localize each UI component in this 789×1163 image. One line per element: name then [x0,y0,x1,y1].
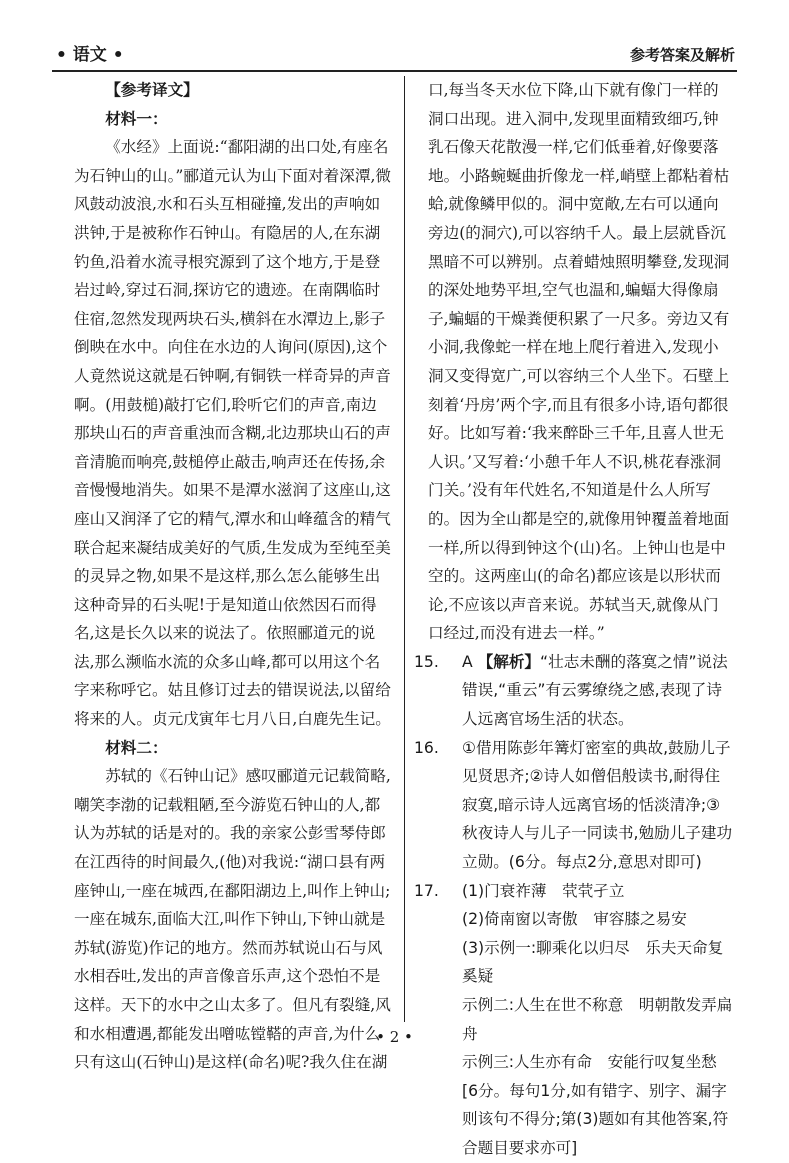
subject-label: • 语文 • [56,45,124,65]
answer-line: (3)示例一:聊乘化以归尽 乐夫天命复奚疑 [462,938,724,986]
question-15 [414,648,734,734]
question-17 [414,877,734,1163]
question-number: 16. [414,738,439,757]
answer-line: (2)倚南窗以寄傲 审容膝之易安 [462,910,687,929]
analysis-text: “壮志未酬的落寞之情”说法错误,“重云”有云雾缭绕之感,表现了诗人远离官场生活的状态。 [462,652,728,729]
header-title: 参考答案及解析 [629,46,735,64]
left-column [74,76,392,1077]
right-column [414,76,734,1163]
question-16 [414,734,734,877]
answer-line: 示例三:人生亦有命 安能行叹复坐愁 [462,1053,717,1072]
material2-title: 材料二： [105,738,168,757]
answer-line: 示例二:人生在世不称意 明朝散发弄扁舟 [462,996,733,1043]
scoring-note: [6分。每句1分,如有错字、别字、漏字则该句不得分;第(3)题如有其他答案,符合题目要求亦可] [462,1081,729,1157]
answer-letter: A [462,652,473,671]
continued-translation: 口,每当冬天水位下降,山下就有像门一样的洞口出现。进入洞中,发现里面精致细巧,钟乳石像天花散漫一样,它们低垂着,好像要落地。小路蜿蜒曲折像龙一样,峭壁上都粘着枯蛤,就像鳞甲似的。洞中宽敞,左右可以通向旁边(的洞穴),可以容纳千人。最上层就昏沉黑暗不可以辨别。点着蜡烛照明攀登,发现洞的深处地势平坦,空气也温和,蝙蝠大得像扇子,蝙蝠的干燥粪便积累了一尺多。旁边又有小洞,我像蛇一样在地上爬行着进入,发现小洞又变得宽广,可以容纳三个人坐下。石壁上刻着‘丹房’两个字,而且有很多小诗,语句都很好。比如写着:‘我来醉卧三千年,且喜人世无人识。’又写着:‘小憩千年人不识,桃花春涨洞门关。’没有年代姓名,不知道是什么人所写的。因为全山都是空的,就像用钟覆盖着地面一样,所以得到钟这个(山)名。上钟山也是中空的。这两座山(的命名)都应该是以形状而论,不应该以声音来说。苏轼当天,就像从门口经过,而没有进去一样。” [428,81,730,643]
page-header [52,26,737,65]
analysis-tag: 【解析】 [477,652,541,671]
question-15-body [462,648,734,734]
section-title: 【参考译文】 [105,81,199,99]
column-divider [404,76,405,1022]
question-number: 15. [414,652,439,671]
question-16-text: ①借用陈彭年篝灯密室的典故,鼓励儿子见贤思齐;②诗人如僧侣般读书,耐得住寂寞,暗示诗人远离官场的恬淡清净;③秋夜诗人与儿子一同读书,勉励儿子建功立勋。(6分。每点2分,意思对即可) [462,738,733,872]
header-rule [52,70,737,72]
page-number: • 2 • [376,1028,413,1046]
material2-text: 苏轼的《石钟山记》感叹郦道元记载简略,嘲笑李渤的记载粗陋,至今游览石钟山的人,都认为苏轼的话是对的。我的亲家公彭雪琴侍郎在江西待的时间最久,(他)对我说:“湖口县有两座钟山,一座在城西,在鄱阳湖边上,叫作上钟山;一座在城东,面临大江,叫作下钟山,下钟山就是苏轼(游览)作记的地方。然而苏轼说山石与风水相吞吐,发出的声音像音乐声,这个恐怕不是这样。天下的水中之山太多了。但凡有裂缝,风和水相遭遇,都能发出噌吰镗鞳的声音,为什么只有这山(石钟山)是这样(命名)呢?我久住在湖 [74,767,391,1072]
answer-line: (1)门衰祚薄 茕茕孑立 [462,881,625,900]
material1-text: 《水经》上面说:“鄱阳湖的出口处,有座名为石钟山的山。”郦道元认为山下面对着深潭,微风鼓动波浪,水和石头互相碰撞,发出的声响如洪钟,于是被称作石钟山。有隐居的人,在东湖钓鱼,沿着水流寻根究源到了这个地方,于是登岩过岭,穿过石洞,探访它的遗迹。在南隅临时住宿,忽然发现两块石头,横斜在水潭边上,影子倒映在水中。向住在水边的人询问(原因),这个人竟然说这就是石钟啊,有铜铁一样奇异的声音啊。(用鼓槌)敲打它们,聆听它们的声音,南边那块山石的声音重浊而含糊,北边那块山石的声音清脆而响亮,鼓槌停止敲击,响声还在传扬,余音慢慢地消失。如果不是潭水滋润了这座山,这座山又润泽了它的精气,潭水和山峰蕴含的精气联合起来凝结成美好的气质,生发成为至纯至美的灵异之物,如果不是这样,那么怎么能够生出这种奇异的石头呢!于是知道山依然因石而得名,这是长久以来的说法了。依照郦道元的说法,那么濒临水流的众多山峰,都可以用这个名字来称呼它。姑且修订过去的错误说法,以留给将来的人。贞元戊寅年七月八日,白鹿先生记。 [74,138,392,729]
question-number: 17. [414,881,439,900]
material1-title: 材料一： [105,109,168,128]
